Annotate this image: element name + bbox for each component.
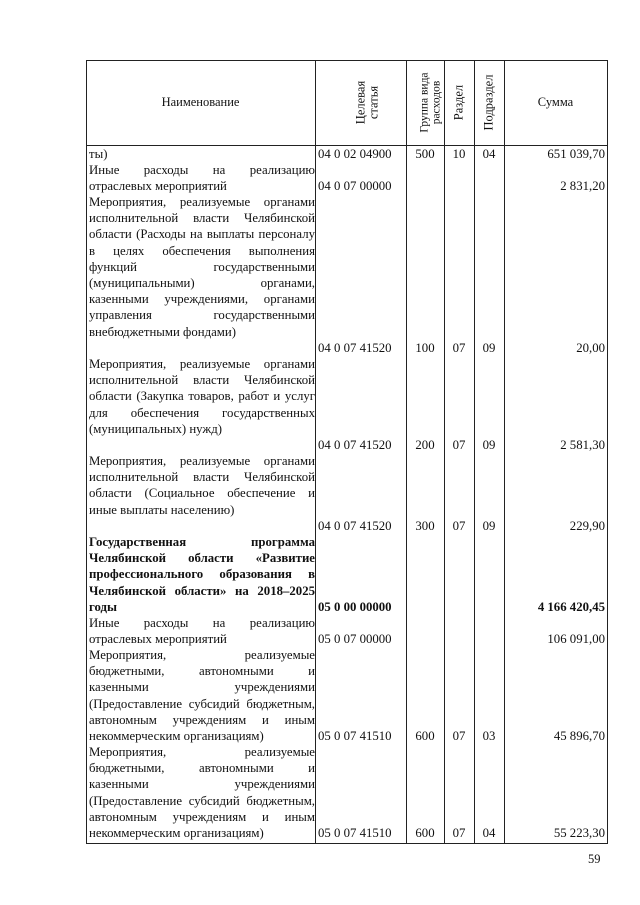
row-sum: 45 896,70 bbox=[553, 729, 605, 743]
row-section: 07 bbox=[452, 826, 466, 840]
header-section: Раздел bbox=[451, 84, 466, 121]
header-subsection: Подраздел bbox=[481, 74, 496, 131]
col-border bbox=[607, 60, 608, 844]
row-subsection: 04 bbox=[482, 826, 496, 840]
row-group: 600 bbox=[415, 826, 435, 840]
budget-table bbox=[86, 60, 608, 844]
row-code: 04 0 07 41520 bbox=[318, 518, 392, 533]
row-section: 07 bbox=[452, 438, 466, 452]
row-code: 05 0 00 00000 bbox=[318, 599, 392, 614]
row-name: Иные расходы на реализацию отраслевых мероприятий bbox=[89, 616, 315, 647]
header-sum: Сумма bbox=[537, 95, 574, 109]
row-subsection: 04 bbox=[482, 147, 496, 161]
row-group: 200 bbox=[415, 438, 435, 452]
row-section: 07 bbox=[452, 518, 466, 533]
row-section: 07 bbox=[452, 340, 466, 355]
row-name: Мероприятия, реализуемые бюджетными, автономными и казенными учреждениями (Предоставление субсидий бюджетным, автономным учреждениям и иным некоммерческим организациям) bbox=[89, 745, 315, 841]
col-border bbox=[315, 60, 316, 844]
row-sum: 55 223,30 bbox=[553, 826, 605, 840]
row-code: 04 0 07 41520 bbox=[318, 438, 392, 452]
row-name: Мероприятия, реализуемые органами исполнительной власти Челябинской области (Закупка товаров, работ и услуг для обеспечения государственных (муниципальных) нужд) bbox=[89, 357, 315, 436]
header-target bbox=[353, 58, 381, 148]
row-group: 500 bbox=[415, 147, 435, 161]
header-target-label: Целевая статья bbox=[353, 80, 381, 125]
row-name: ты) bbox=[89, 147, 108, 161]
header-name: Наименование bbox=[161, 95, 240, 109]
row-code: 05 0 07 41510 bbox=[318, 729, 392, 743]
row-code: 05 0 07 41510 bbox=[318, 826, 392, 840]
row-group: 600 bbox=[415, 729, 435, 743]
col-border bbox=[86, 60, 87, 844]
row-sum: 229,90 bbox=[569, 518, 605, 533]
row-name: Государственная программа Челябинской области «Развитие профессионального образования в Челябинской области» на 2018–2025 годы bbox=[89, 535, 315, 614]
row-name: Иные расходы на реализацию отраслевых мероприятий bbox=[89, 163, 315, 194]
row-name: Мероприятия, реализуемые бюджетными, автономными и казенными учреждениями (Предоставление субсидий бюджетным, автономным учреждениям и иным некоммерческим организациям) bbox=[89, 648, 315, 744]
row-sum: 651 039,70 bbox=[547, 147, 605, 161]
row-code: 04 0 07 41520 bbox=[318, 340, 392, 355]
row-subsection: 09 bbox=[482, 518, 496, 533]
row-subsection: 09 bbox=[482, 438, 496, 452]
table-bottom-border bbox=[86, 843, 608, 844]
row-sum: 106 091,00 bbox=[547, 632, 605, 647]
row-name: Мероприятия, реализуемые органами исполнительной власти Челябинской области (Расходы на выплаты персоналу в целях обеспечения выполнения функций государственными (муниципальными) органами, казенными учреждениями, органами управления государственными внебюджетными фондами) bbox=[89, 195, 315, 339]
header-group bbox=[418, 62, 443, 144]
row-subsection: 03 bbox=[482, 729, 496, 743]
row-code: 05 0 07 00000 bbox=[318, 632, 392, 647]
row-sum: 20,00 bbox=[576, 340, 605, 355]
page-number: 59 bbox=[588, 852, 601, 866]
row-section: 10 bbox=[452, 147, 466, 161]
header-group-label: Группа вида расходов bbox=[418, 72, 443, 133]
row-section: 07 bbox=[452, 729, 466, 743]
row-group: 100 bbox=[415, 340, 435, 355]
row-sum: 2 831,20 bbox=[560, 179, 605, 194]
row-sum: 4 166 420,45 bbox=[537, 599, 605, 614]
row-group: 300 bbox=[415, 518, 435, 533]
row-subsection: 09 bbox=[482, 340, 496, 355]
row-name: Мероприятия, реализуемые органами исполнительной власти Челябинской области (Социальное обеспечение и иные выплаты населению) bbox=[89, 454, 315, 517]
row-sum: 2 581,30 bbox=[560, 438, 605, 452]
row-code: 04 0 02 04900 bbox=[318, 147, 392, 161]
table-top-border bbox=[86, 60, 608, 61]
row-code: 04 0 07 00000 bbox=[318, 179, 392, 194]
